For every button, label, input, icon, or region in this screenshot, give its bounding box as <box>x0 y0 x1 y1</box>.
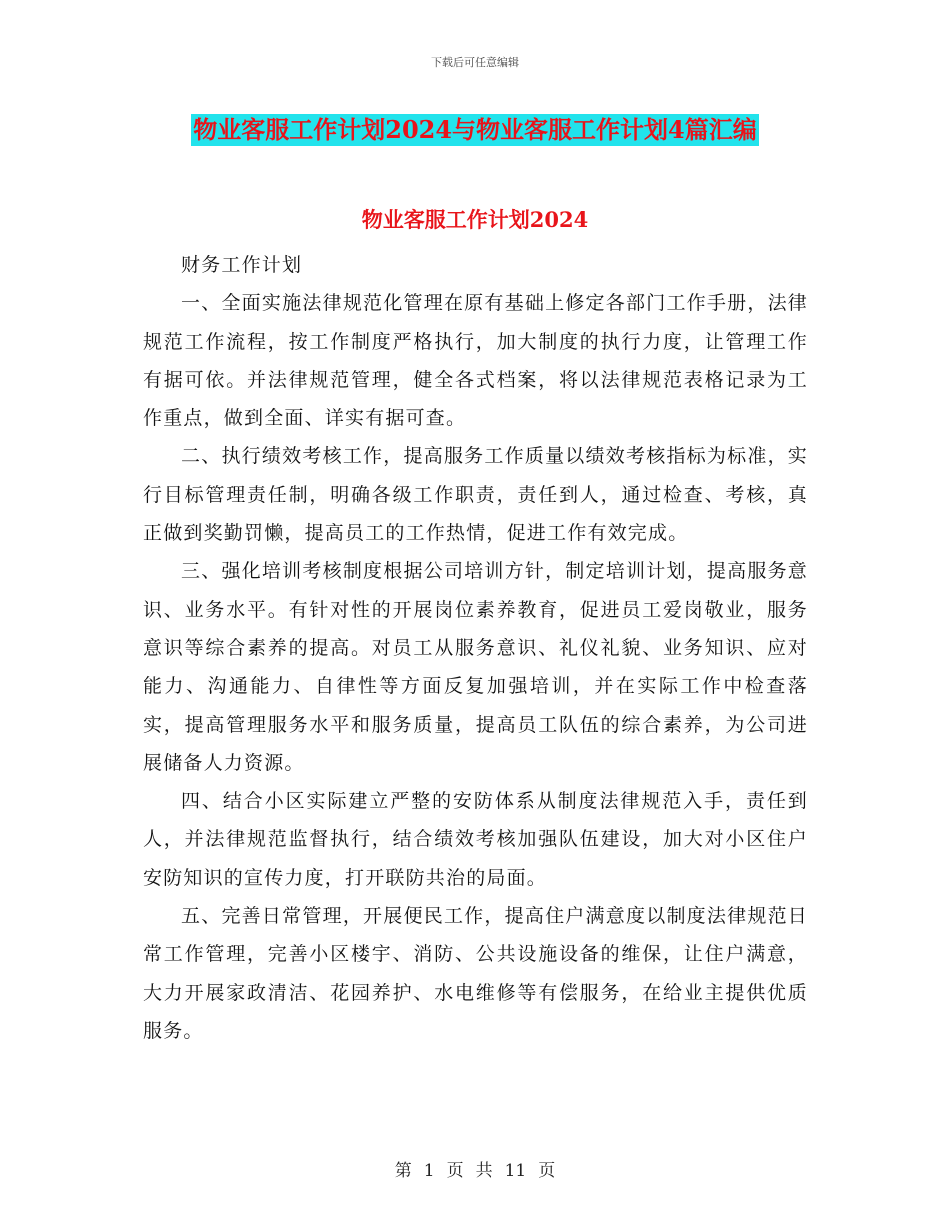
header-note: 下载后可任意编辑 <box>431 56 519 69</box>
body-text <box>143 246 808 1050</box>
paragraph: 一、全面实施法律规范化管理在原有基础上修定各部门工作手册，法律规范工作流程，按工作制度严格执行，加大制度的执行力度，让管理工作有据可依。并法律规范管理，健全各式档案，将以法律规范表格记录为工作重点，做到全面、详实有据可查。 <box>143 292 808 430</box>
footer-total-pages: 11 <box>504 1161 527 1181</box>
footer-total-prefix: 共 <box>475 1161 493 1181</box>
footer-page-number: 1 <box>423 1161 435 1181</box>
main-title-wrap <box>0 114 950 146</box>
paragraph: 三、强化培训考核制度根据公司培训方针，制定培训计划，提高服务意识、业务水平。有针对性的开展岗位素养教育，促进员工爱岗敬业，服务意识等综合素养的提高。对员工从服务意识、礼仪礼貌、业务知识、应对能力、沟通能力、自律性等方面反复加强培训，并在实际工作中检查落实，提高管理服务水平和服务质量，提高员工队伍的综合素养，为公司进展储备人力资源。 <box>143 560 808 774</box>
page-footer <box>0 1156 950 1181</box>
paragraph: 五、完善日常管理，开展便民工作，提高住户满意度以制度法律规范日常工作管理，完善小区楼宇、消防、公共设施设备的维保，让住户满意，大力开展家政清洁、花园养护、水电维修等有偿服务，在给业主提供优质服务。 <box>143 905 808 1042</box>
paragraph: 四、结合小区实际建立严整的安防体系从制度法律规范入手，责任到人，并法律规范监督执行，结合绩效考核加强队伍建设，加大对小区住户安防知识的宣传力度，打开联防共治的局面。 <box>143 790 808 889</box>
footer-total-unit: 页 <box>538 1161 556 1181</box>
section-title: 物业客服工作计划2024 <box>361 207 589 232</box>
paragraph-heading: 财务工作计划 <box>181 254 303 276</box>
footer-prefix: 第 <box>394 1161 412 1181</box>
paragraph: 二、执行绩效考核工作，提高服务工作质量以绩效考核指标为标准，实行目标管理责任制，明确各级工作职责，责任到人，通过检查、考核，真正做到奖勤罚懒，提高员工的工作热情，促进工作有效完成。 <box>143 445 808 545</box>
main-title: 物业客服工作计划2024与物业客服工作计划4篇汇编 <box>193 115 757 144</box>
footer-page-unit: 页 <box>446 1161 464 1181</box>
